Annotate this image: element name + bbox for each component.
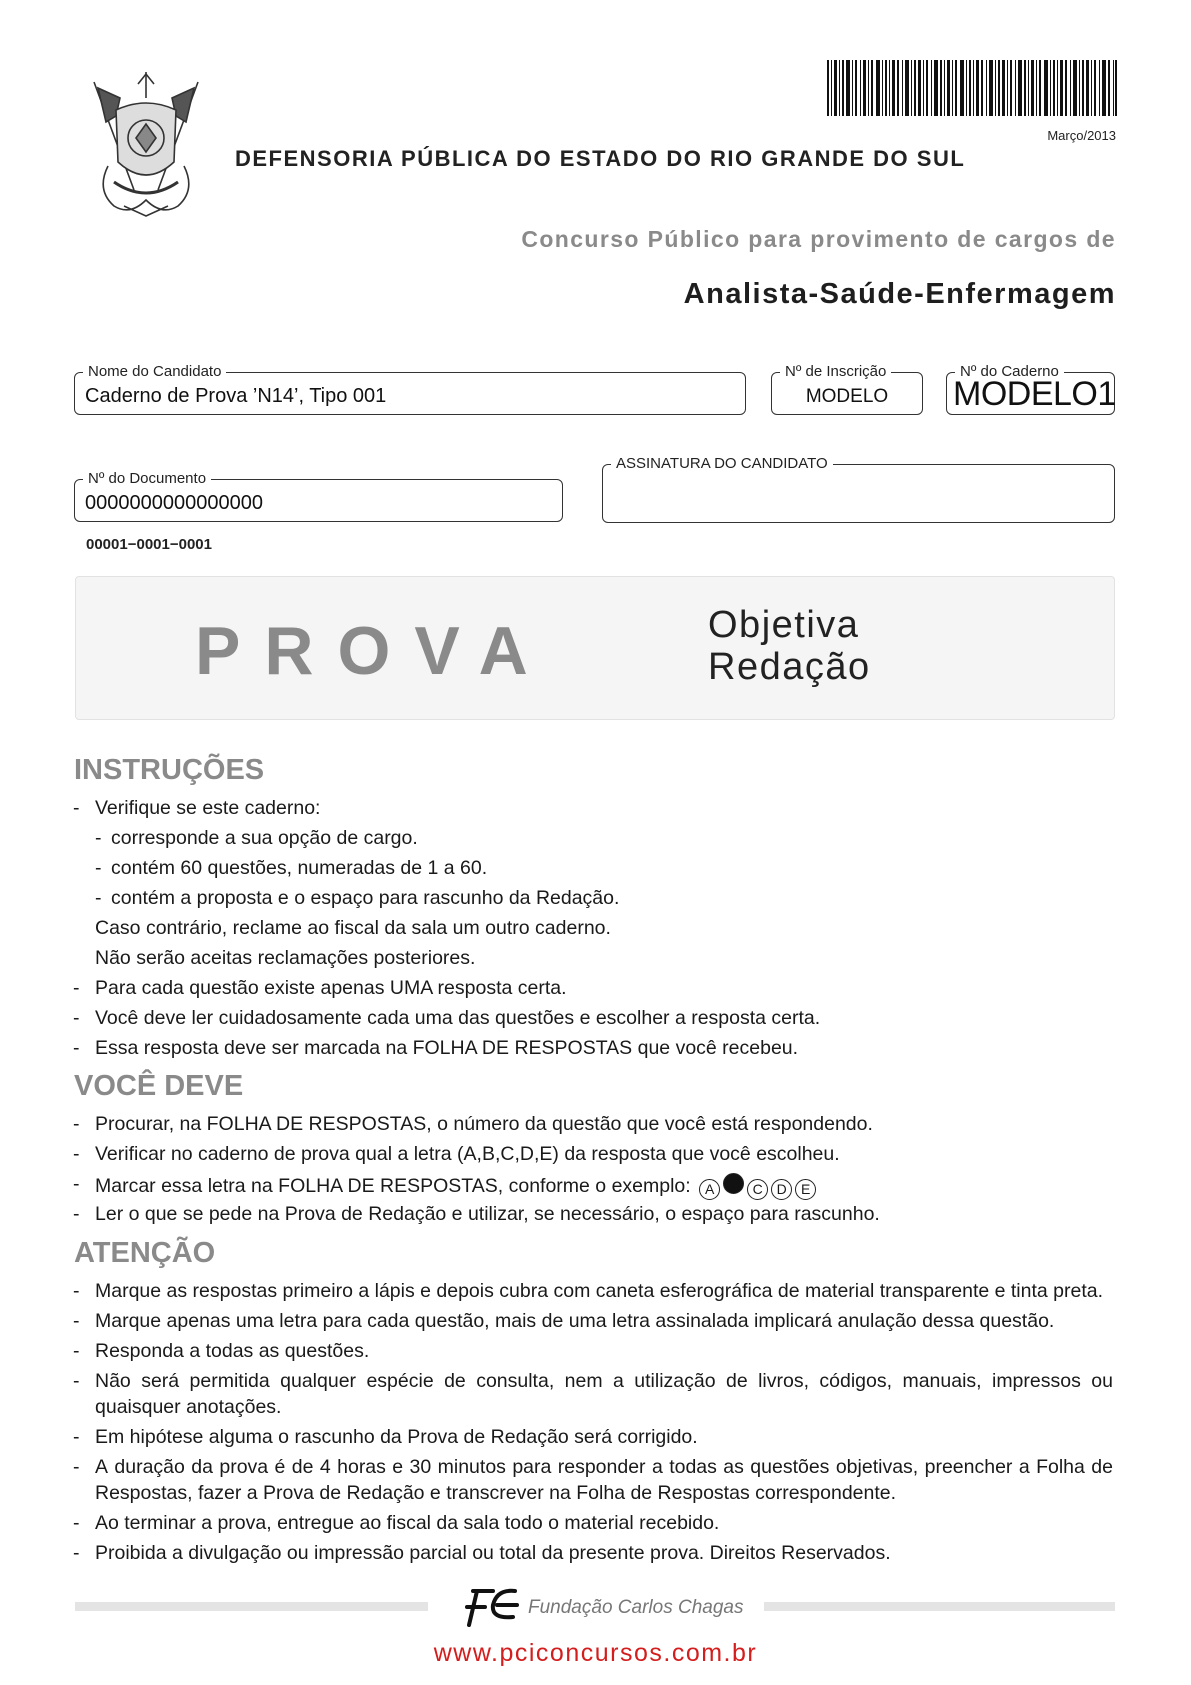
word: de [725, 1370, 748, 1392]
bullet-dash: - [73, 1512, 80, 1534]
bullet-dash: - [73, 1007, 80, 1029]
word: de [444, 1370, 466, 1392]
instruction-line: Marque as respostas primeiro a lápis e depois cubra com caneta esferográfica de material transparente e tinta preta. [95, 1280, 1104, 1302]
instruction-line-justified [95, 1456, 1113, 1479]
date-label: Março/2013 [1047, 128, 1116, 143]
word: da [191, 1456, 213, 1478]
instruction-line: Verificar no caderno de prova qual a letra (A,B,C,D,E) da resposta que você escolheu. [95, 1143, 840, 1165]
instruction-line: Ao terminar a prova, entregue ao fiscal da sala todo o material recebido. [95, 1512, 720, 1534]
bubble-b-filled [723, 1173, 744, 1194]
footer-bar-right [764, 1602, 1115, 1611]
word: utilização [634, 1370, 716, 1392]
instruction-line: contém 60 questões, numeradas de 1 a 60. [111, 857, 488, 879]
word: códigos, [819, 1370, 893, 1392]
document-label: Nº do Documento [83, 470, 211, 488]
instruction-line: Verifique se este caderno: [95, 797, 321, 819]
bullet-dash: - [73, 1203, 80, 1225]
signature-field[interactable] [602, 455, 1115, 523]
word: nem [564, 1370, 603, 1392]
word: permitida [189, 1370, 270, 1392]
inscription-label: Nº de Inscrição [780, 363, 891, 381]
word: as [723, 1456, 744, 1478]
booklet-field [946, 363, 1116, 415]
instruction-line: Em hipótese alguma o rascunho da Prova de Redação será corrigido. [95, 1426, 698, 1448]
instruction-line-justified [95, 1370, 1113, 1393]
word: e [392, 1456, 404, 1478]
position-title: Analista-Saúde-Enfermagem [683, 278, 1116, 310]
word: preencher [924, 1456, 1013, 1478]
bullet-dash: - [73, 1037, 80, 1059]
instruction-line: Proibida a divulgação ou impressão parcial ou total da presente prova. Direitos Reservados. [95, 1542, 891, 1564]
bullet-dash: - [73, 1310, 80, 1332]
bubble-e: E [795, 1179, 816, 1200]
prova-type-essay: Redação [708, 646, 871, 688]
word: Não [95, 1370, 131, 1392]
instruction-line: Não serão aceitas reclamações posteriores. [95, 947, 476, 969]
word: minutos [437, 1456, 506, 1478]
word: consulta, [476, 1370, 555, 1392]
word: questões [750, 1456, 830, 1478]
bullet-dash: - [73, 1370, 80, 1392]
bubble-d: D [771, 1179, 792, 1200]
word: será [141, 1370, 180, 1392]
word: duração [114, 1456, 185, 1478]
fcc-logo-icon [463, 1585, 523, 1629]
word: impressos [991, 1370, 1081, 1392]
bullet-dash: - [73, 1456, 80, 1478]
bullet-dash: - [73, 977, 80, 999]
website-link[interactable]: www.pciconcursos.com.br [433, 1639, 758, 1667]
barcode [827, 60, 1117, 116]
document-value: 0000000000000000 [85, 492, 263, 514]
bubble-a: A [699, 1179, 720, 1200]
bullet-dash: - [73, 797, 80, 819]
word: horas [337, 1456, 386, 1478]
booklet-value: MODELO1 [953, 375, 1116, 413]
word: 30 [409, 1456, 432, 1478]
word: Folha [1036, 1456, 1085, 1478]
bullet-dash: - [73, 1143, 80, 1165]
bullet-dash: - [73, 1280, 80, 1302]
prova-heading: PROVA [195, 613, 552, 689]
instruction-line: Para cada questão existe apenas UMA resposta certa. [95, 977, 567, 999]
organization-title: DEFENSORIA PÚBLICA DO ESTADO DO RIO GRANDE DO SUL [235, 146, 966, 171]
bullet-dash: - [95, 887, 102, 909]
word: 4 [319, 1456, 331, 1478]
word: responder [557, 1456, 646, 1478]
word: qualquer [280, 1370, 357, 1392]
instruction-text: Marcar essa letra na FOLHA DE RESPOSTAS, conforme o exemplo: [95, 1175, 691, 1197]
candidate-name-value: Caderno de Prova ’N14’, Tipo 001 [85, 385, 387, 407]
booklet-label: Nº do Caderno [955, 363, 1064, 381]
voce-deve-heading: VOCÊ DEVE [74, 1070, 244, 1102]
bullet-dash: - [73, 1426, 80, 1448]
word: manuais, [902, 1370, 982, 1392]
word: de [291, 1456, 314, 1478]
word: de [1091, 1456, 1113, 1478]
foundation-name: Fundação Carlos Chagas [528, 1597, 744, 1618]
inscription-value: MODELO [805, 386, 889, 407]
signature-label: ASSINATURA DO CANDIDATO [611, 455, 833, 473]
word: todas [669, 1456, 717, 1478]
bullet-dash: - [73, 1173, 80, 1195]
document-field [74, 470, 563, 522]
instructions-heading: INSTRUÇÕES [74, 754, 265, 786]
word: livros, [758, 1370, 809, 1392]
instruction-line: Respostas, fazer a Prova de Redação e transcrever na Folha de Respostas correspondente. [95, 1482, 897, 1504]
bullet-dash: - [73, 1113, 80, 1135]
word: ou [1091, 1370, 1113, 1392]
instruction-line: Você deve ler cuidadosamente cada uma das questões e escolher a resposta certa. [95, 1007, 821, 1029]
coat-of-arms-emblem [86, 70, 206, 220]
footer-bar-left [75, 1602, 428, 1611]
instruction-line: Responda a todas as questões. [95, 1340, 370, 1362]
booklet-code: 00001−0001−0001 [86, 536, 212, 553]
word: para [512, 1456, 552, 1478]
word: a [651, 1456, 663, 1478]
instruction-line: contém a proposta e o espaço para rascunho da Redação. [111, 887, 620, 909]
instruction-line: corresponde a sua opção de cargo. [111, 827, 418, 849]
instruction-line: Caso contrário, reclame ao fiscal da sala um outro caderno. [95, 917, 611, 939]
bullet-dash: - [95, 827, 102, 849]
bullet-dash: - [73, 1542, 80, 1564]
word: A [95, 1456, 109, 1478]
word: prova [219, 1456, 269, 1478]
contest-subtitle: Concurso Público para provimento de cargos de [521, 226, 1116, 252]
word: objetivas, [835, 1456, 919, 1478]
instruction-line: Marque apenas uma letra para cada questão, mais de uma letra assinalada implicará anulação dessa questão. [95, 1310, 1055, 1332]
word: é [274, 1456, 286, 1478]
word: espécie [366, 1370, 434, 1392]
atencao-heading: ATENÇÃO [74, 1237, 216, 1269]
word: a [613, 1370, 624, 1392]
instruction-line: Essa resposta deve ser marcada na FOLHA DE RESPOSTAS que você recebeu. [95, 1037, 799, 1059]
bullet-dash: - [95, 857, 102, 879]
instruction-line: quaisquer anotações. [95, 1396, 282, 1418]
word: a [1018, 1456, 1030, 1478]
inscription-field [771, 363, 923, 415]
candidate-name-field [74, 363, 746, 415]
instruction-line-example [95, 1173, 816, 1200]
bullet-dash: - [73, 1340, 80, 1362]
prova-type-objective: Objetiva [708, 604, 860, 646]
instruction-line: Ler o que se pede na Prova de Redação e utilizar, se necessário, o espaço para rascunho. [95, 1203, 880, 1225]
candidate-name-label: Nome do Candidato [83, 363, 226, 381]
instruction-line: Procurar, na FOLHA DE RESPOSTAS, o número da questão que você está respondendo. [95, 1113, 873, 1135]
bubble-c: C [747, 1179, 768, 1200]
